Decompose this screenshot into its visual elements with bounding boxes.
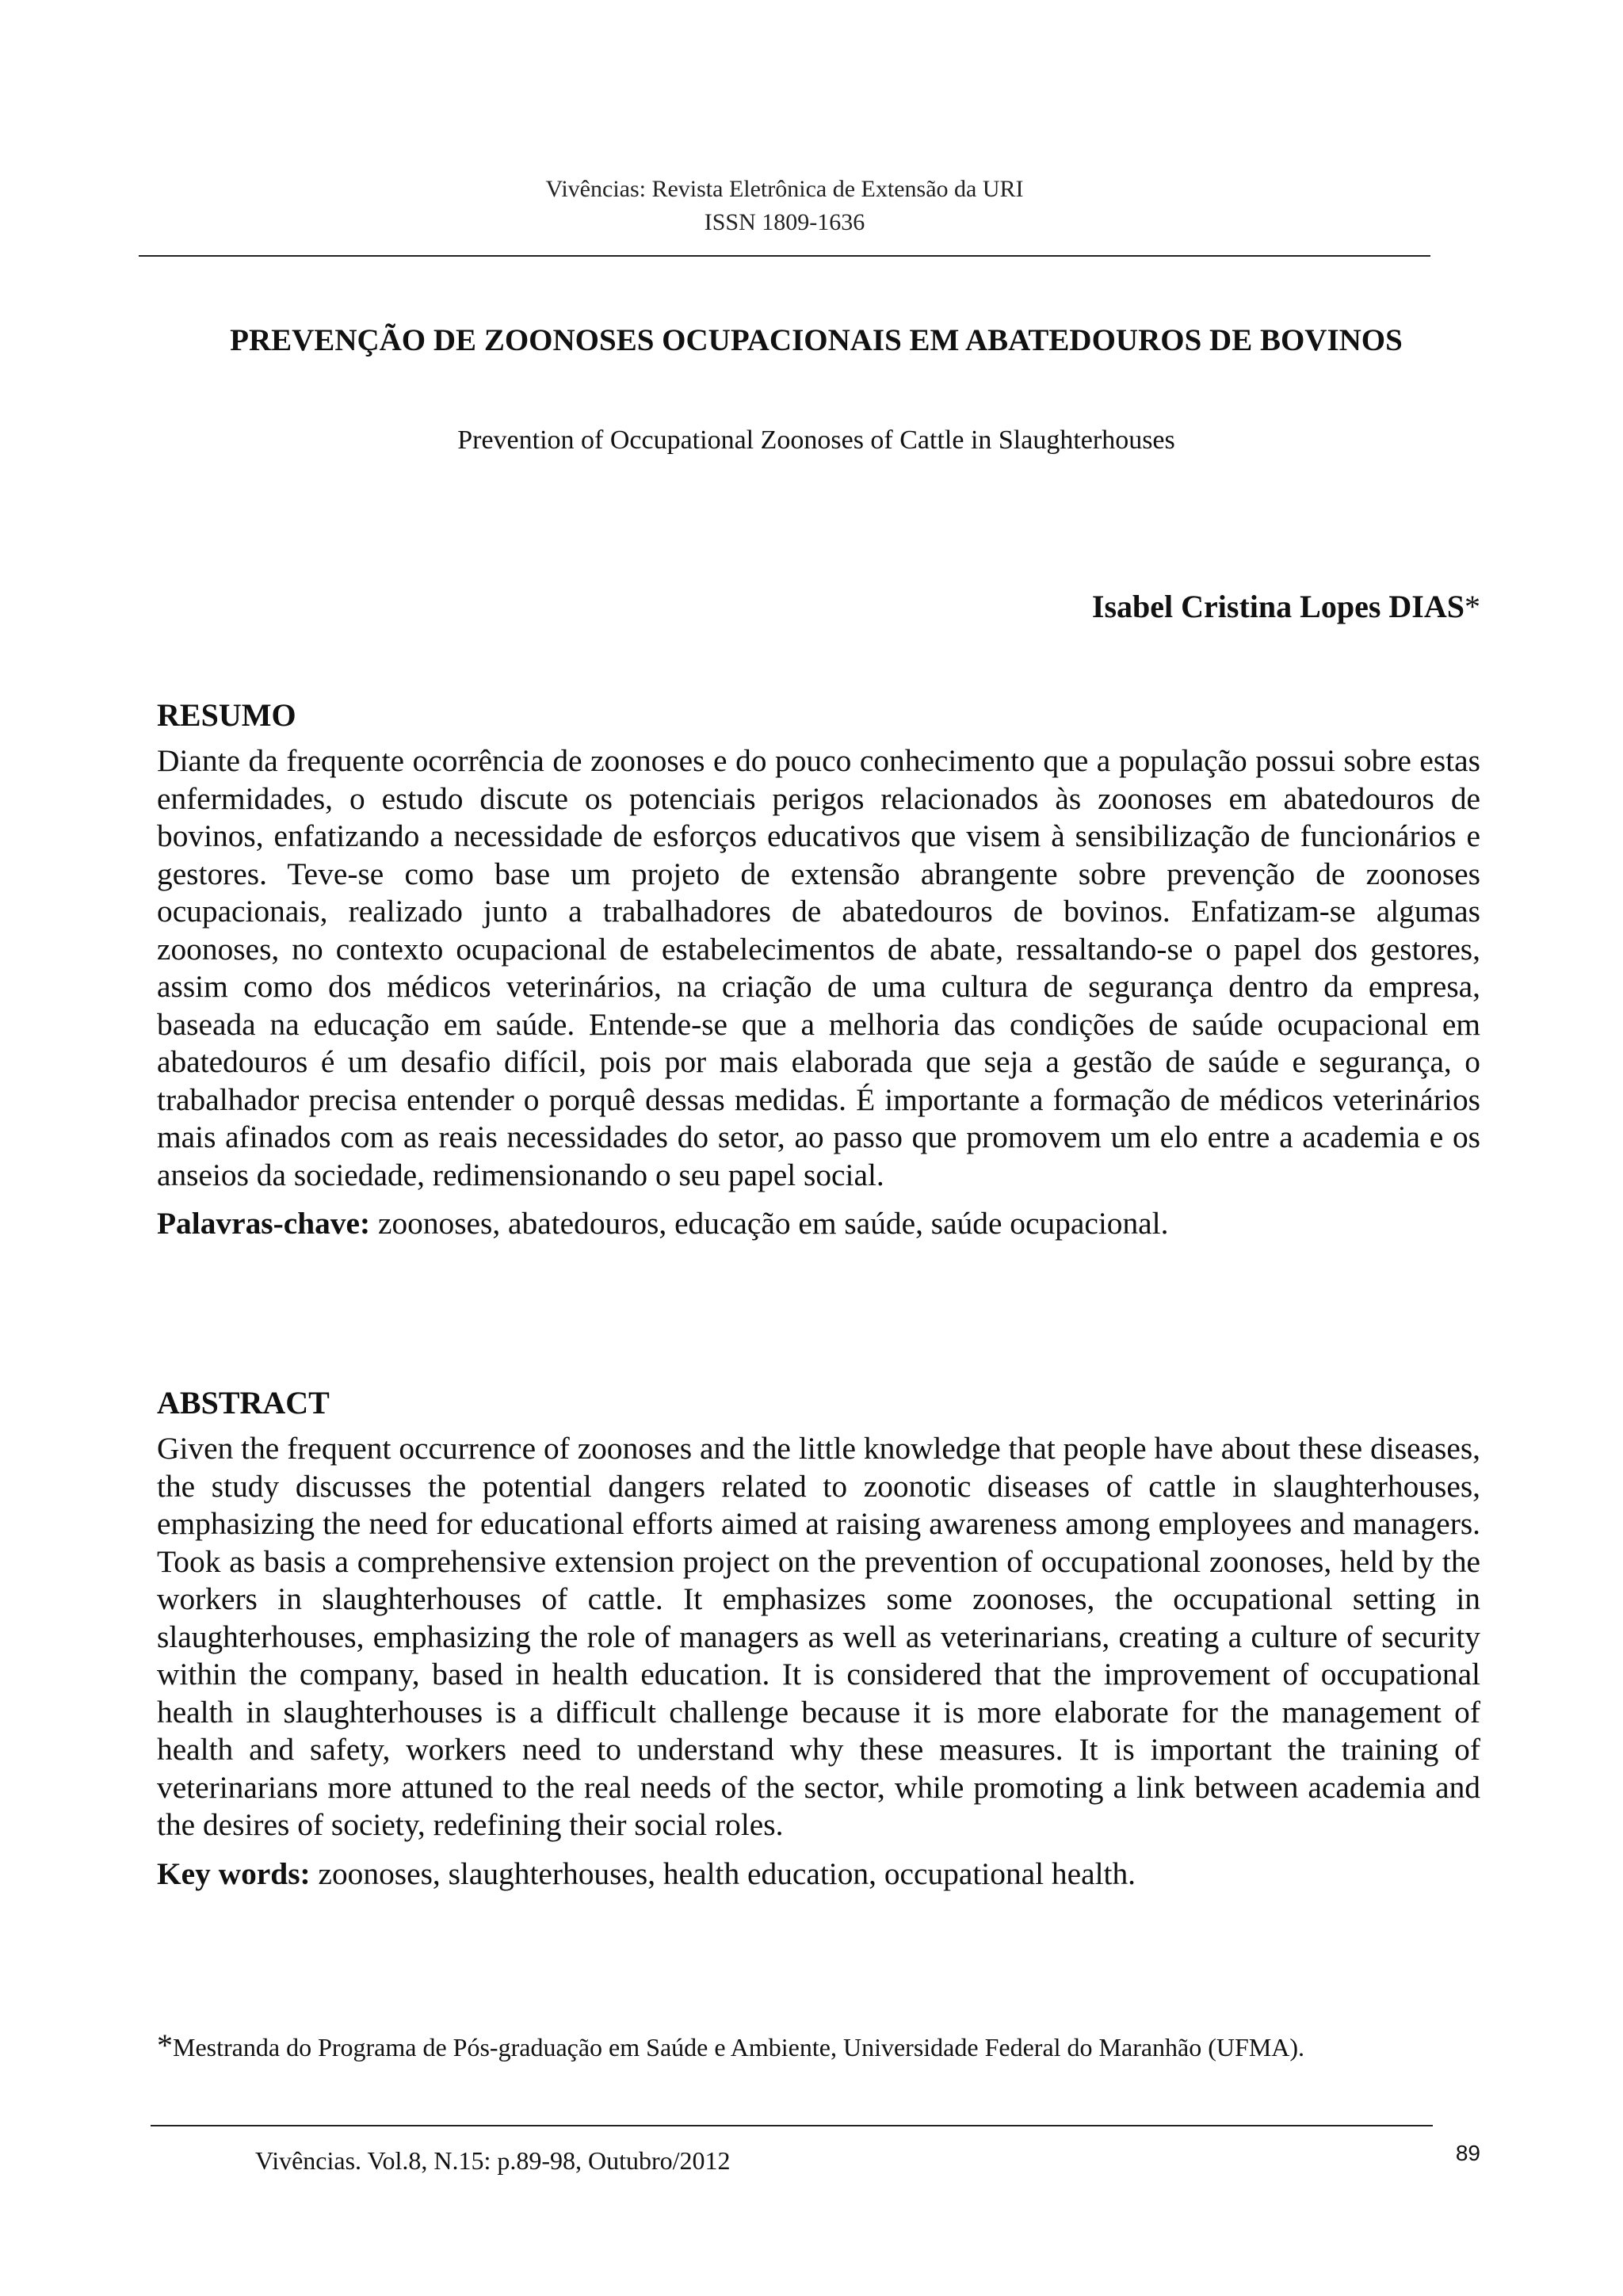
- running-header: [139, 173, 1430, 239]
- resumo-body: Diante da frequente ocorrência de zoonoses e do pouco conhecimento que a população possui sobre estas enfermidades, o estudo discute os potenciais perigos relacionados às zoonoses em abatedouros de bovinos, enfatizando a necessidade de esforços educativos que visem à sensibilização de funcionários e gestores. Teve-se como base um projeto de extensão abrangente sobre prevenção de zoonoses ocupacionais, realizado junto a trabalhadores de abatedouros de bovinos. Enfatizam-se algumas zoonoses, no contexto ocupacional de estabelecimentos de abate, ressaltando-se o papel dos gestores, assim como dos médicos veterinários, na criação de uma cultura de segurança dentro da empresa, baseada na educação em saúde. Entende-se que a melhoria das condições de saúde ocupacional em abatedouros é um desafio difícil, pois por mais elaborada que seja a gestão de saúde e segurança, o trabalhador precisa entender o porquê dessas medidas. É importante a formação de médicos veterinários mais afinados com as reais necessidades do setor, ao passo que promovem um elo entre a academia e os anseios da sociedade, redimensionando o seu papel social.: [157, 743, 1480, 1192]
- journal-name: Vivências: Revista Eletrônica de Extensão da URI: [545, 176, 1024, 202]
- resumo-keywords: [157, 1205, 1480, 1243]
- resumo-heading: RESUMO: [157, 697, 296, 733]
- footnote-text: Mestranda do Programa de Pós-graduação em Saúde e Ambiente, Universidade Federal do Maranhão (UFMA).: [173, 2033, 1305, 2061]
- article-subtitle: Prevention of Occupational Zoonoses of Cattle in Slaughterhouses: [457, 425, 1175, 455]
- abstract-body: Given the frequent occurrence of zoonoses and the little knowledge that people have about these diseases, the study discusses the potential dangers related to zoonotic diseases of cattle in slaughterhouses, emphasizing the need for educational efforts aimed at raising awareness among employees and managers. Took as basis a comprehensive extension project on the prevention of occupational zoonoses, held by the workers in slaughterhouses of cattle. It emphasizes some zoonoses, the occupational setting in slaughterhouses, emphasizing the role of managers as well as veterinarians, creating a culture of security within the company, based in health education. It is considered that the improvement of occupational health in slaughterhouses is a difficult challenge because it is more elaborate for the management of health and safety, workers need to understand why these measures. It is important the training of veterinarians more attuned to the real needs of the sector, while promoting a link between academia and the desires of society, redefining their social roles.: [157, 1431, 1480, 1842]
- page-number: 89: [1455, 2141, 1480, 2165]
- abstract-section: [157, 1383, 1480, 1893]
- abstract-keywords: [157, 1855, 1480, 1894]
- footer-citation: Vivências. Vol.8, N.15: p.89-98, Outubro/2012: [255, 2146, 731, 2175]
- issn: ISSN 1809-1636: [704, 209, 865, 235]
- resumo-section: [157, 695, 1480, 1243]
- author-name: Isabel Cristina Lopes DIAS: [1091, 589, 1465, 624]
- article-title: PREVENÇÃO DE ZOONOSES OCUPACIONAIS EM ABATEDOUROS DE BOVINOS: [230, 323, 1403, 357]
- footer-divider: [151, 2125, 1433, 2126]
- abstract-keywords-text: zoonoses, slaughterhouses, health education, occupational health.: [310, 1855, 1136, 1891]
- author-footnote: [157, 2028, 1304, 2065]
- abstract-keywords-label: Key words:: [157, 1855, 311, 1891]
- author-line: [1092, 586, 1480, 627]
- header-divider: [139, 255, 1430, 257]
- abstract-heading: ABSTRACT: [157, 1385, 330, 1421]
- resumo-keywords-label: Palavras-chave:: [157, 1206, 371, 1241]
- footnote-mark: *: [157, 2027, 173, 2063]
- resumo-keywords-text: zoonoses, abatedouros, educação em saúde, saúde ocupacional.: [370, 1206, 1169, 1241]
- author-footnote-mark: *: [1465, 589, 1480, 624]
